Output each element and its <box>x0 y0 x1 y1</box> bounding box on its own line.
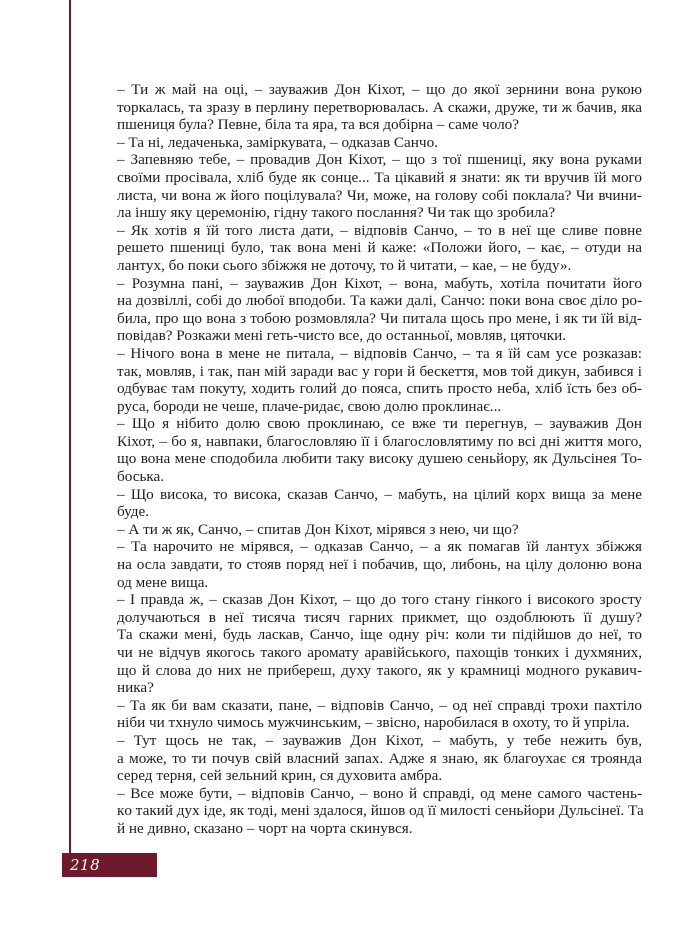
text-line: – Та як би вам сказати, пане, – відповів Санчо, – од неї справді трохи пахтіло <box>117 696 642 714</box>
body-text <box>117 81 642 838</box>
text-line: Та скажи мені, будь ласкав, Санчо, іще одну річ: коли ти підійшов до неї, то <box>117 626 642 644</box>
page-number: 218 <box>70 856 101 874</box>
text-line: ника? <box>117 679 154 697</box>
text-line: – Та нарочито не мірявся, – одказав Санчо, – а як помагав їй лантух збіжжя <box>117 538 642 556</box>
text-line: чи не відчув якогось такого аромату аравійського, пахощів тонких і духмяних, <box>117 644 642 661</box>
text-line: долучаються в неї тисяча тисяч гарних прикмет, що оздоблюють її душу? <box>117 608 642 626</box>
text-line: на дозвіллі, собі до любої вподоби. Та кажи далі, Санчо: поки вона своє діло ро- <box>117 292 642 310</box>
text-line: – Що я нібито долю свою проклинаю, се вже ти перегнув, – зауважив Дон <box>117 415 642 433</box>
text-line: решето пшениці було, так вона мені й каже: «Положи його, – кає, – отуди на <box>117 239 642 257</box>
text-line: ніби чи тхнуло чимось мужчинським, – звісно, наробилася в охоту, то й упріла. <box>117 714 630 732</box>
text-line: буде. <box>117 503 150 521</box>
text-line: руса, бороди не чеше, плаче-ридає, свою долю проклинає... <box>117 397 502 415</box>
paragraph <box>117 486 642 521</box>
text-line: – А ти ж як, Санчо, – спитав Дон Кіхот, мірявся з нею, чи що? <box>117 520 519 538</box>
text-line: била, про що вона з тобою розмовляла? Чи питала щось про мене, і як ти їй від- <box>117 309 642 327</box>
text-line: Кіхот, – бо я, навпаки, благословляю її і благословлятиму по всі дні життя мого, <box>117 432 642 450</box>
text-line: на осла завдати, то стояв поряд неї і побачив, що, либонь, на цілу долоню вона <box>117 556 642 574</box>
text-line: – Запевняю тебе, – провадив Дон Кіхот, – що з тої пшениці, яку вона руками <box>117 151 642 169</box>
paragraph <box>117 222 642 275</box>
text-line: своїми просівала, хліб буде як сонце... Та цікавий я знати: як ти вручив їй мого <box>117 168 642 186</box>
text-line: – Розумна пані, – зауважив Дон Кіхот, – вона, мабуть, хотіла почитати його <box>117 274 642 292</box>
paragraph <box>117 275 642 345</box>
text-line: ла іншу яку церемонію, гідну такого послання? Чи так що зробила? <box>117 204 556 222</box>
text-line: лантух, бо поки сього збіжжя не доточу, то й читати, – кае, – не буду». <box>117 256 572 274</box>
paragraph <box>117 785 642 838</box>
text-line: – Що висока, то висока, сказав Санчо, – мабуть, на цілий корх вища за мене <box>117 485 642 503</box>
text-line: боська. <box>117 468 165 486</box>
paragraph <box>117 151 642 221</box>
text-line: що вона мене сподобила любити таку високу душею сеньйору, як Дульсінея То- <box>117 450 642 468</box>
text-line: од мене вища. <box>117 573 209 591</box>
text-line: кo такий дух іде, як тоді, мені здалося, йшов од її милості сеньйори Дульсінеї. Та <box>117 802 644 820</box>
paragraph <box>117 81 642 134</box>
text-line: торкалась, та зразу в перлину перетворювалась. А скажи, друже, ти ж бачив, яка <box>117 98 642 116</box>
text-line: – Як хотів я їй того листа дати, – відповів Санчо, – то в неї ще сливе повне <box>117 221 642 239</box>
text-line: – Ти ж май на оці, – зауважив Дон Кіхот, – що до якої зернини вона рукою <box>117 81 642 98</box>
paragraph <box>117 415 642 485</box>
text-line: пшениця була? Певне, біла та яра, та вся добірна – саме чоло? <box>117 116 519 134</box>
paragraph <box>117 538 642 591</box>
margin-rule <box>69 0 71 857</box>
paragraph <box>117 345 642 415</box>
page-number-tab <box>62 853 157 877</box>
text-line: – І правда ж, – сказав Дон Кіхот, – що до того стану гінкого і високого зросту <box>117 591 642 609</box>
text-line: – Все може бути, – відповів Санчо, – воно й справді, од мене самого частень- <box>117 784 642 802</box>
text-line: серед терня, сей зельний крин, ся духовита амбра. <box>117 767 443 785</box>
text-line: – Нічого вона в мене не питала, – відповів Санчо, – та я їй сам усе розказав: <box>117 344 642 362</box>
text-line: так, мовляв, і так, пан мій заради вас у гори й бескеття, мов той дикун, забився і <box>117 362 642 380</box>
text-line: повідав? Розкажи мені геть-чисто все, до останньої, мовляв, цяточки. <box>117 327 567 345</box>
paragraph <box>117 134 642 152</box>
text-line: – Тут щось не так, – зауважив Дон Кіхот, – мабуть, у тебе нежить був, <box>117 731 642 749</box>
text-line: а може, то ти почув свій власний запах. Адже я знаю, як благоухає ся троянда <box>117 749 642 767</box>
text-line: що й слова до них не прибереш, духу такого, як у крамниці модного рукавич- <box>117 661 642 679</box>
text-line: й не дивно, сказано – чорт на чорта скинувся. <box>117 819 413 837</box>
paragraph <box>117 591 642 697</box>
text-line: листа, чи вона ж його поцілувала? Чи, може, на голову собі поклала? Чи вчини- <box>117 186 642 204</box>
text-line: – Та ні, ледаченька, заміркувата, – одказав Санчо. <box>117 133 438 151</box>
text-line: одбуває там покуту, ходить голий до пояса, спить просто неба, хліб їсть без об- <box>117 380 642 398</box>
paragraph <box>117 521 642 539</box>
paragraph <box>117 697 642 732</box>
paragraph <box>117 732 642 785</box>
